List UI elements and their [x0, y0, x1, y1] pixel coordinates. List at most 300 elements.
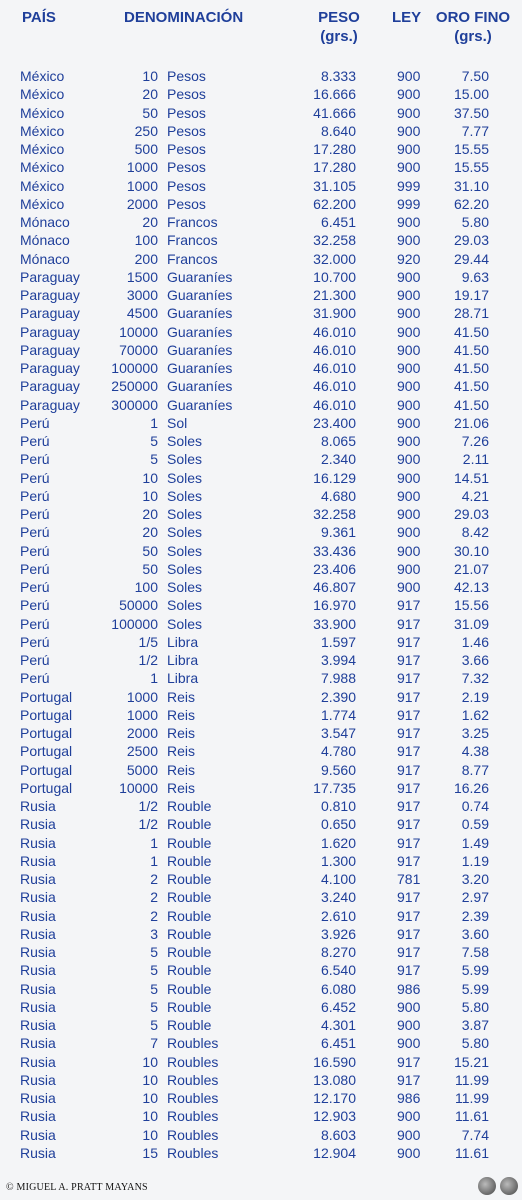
cell-denominacion-unit: Pesos — [167, 195, 206, 212]
cell-denominacion-unit: Soles — [167, 615, 203, 632]
cell-pais: México — [20, 195, 65, 212]
cell-ley: 900 — [397, 414, 421, 431]
cell-oro-fino: 41.50 — [453, 396, 489, 413]
cell-pais: México — [20, 122, 65, 139]
cell-pais: Rusia — [20, 1090, 56, 1106]
cell-oro-fino: 2.97 — [461, 889, 489, 906]
cell-peso: 16.666 — [313, 86, 356, 103]
cell-denominacion-unit: Pesos — [167, 86, 206, 103]
cell-peso: 3.994 — [320, 652, 356, 668]
cell-ley: 900 — [397, 305, 421, 322]
cell-denominacion-unit: Roubles — [167, 1126, 219, 1143]
header-peso-label: PESO — [318, 9, 360, 26]
cell-ley: 917 — [397, 834, 421, 851]
cell-ley: 900 — [397, 378, 421, 395]
table-row — [0, 505, 522, 523]
cell-denominacion-value: 50 — [142, 560, 158, 577]
cell-peso: 46.010 — [313, 378, 356, 395]
cell-ley: 900 — [397, 542, 421, 559]
cell-oro-fino: 7.58 — [461, 944, 489, 960]
table-row — [0, 359, 522, 377]
table-row — [0, 1016, 522, 1034]
table-row — [0, 1089, 522, 1107]
cell-denominacion-value: 1000 — [126, 159, 158, 176]
cell-pais: Perú — [20, 633, 50, 650]
cell-oro-fino: 31.10 — [453, 177, 489, 194]
cell-oro-fino: 28.71 — [453, 305, 489, 322]
cell-peso: 23.400 — [313, 414, 356, 431]
cell-oro-fino: 8.77 — [461, 761, 489, 778]
cell-peso: 16.129 — [313, 469, 356, 486]
cell-peso: 41.666 — [313, 104, 356, 121]
cell-oro-fino: 15.55 — [453, 159, 489, 176]
cell-oro-fino: 41.50 — [453, 341, 489, 358]
table-row — [0, 67, 522, 85]
cell-denominacion-value: 250000 — [111, 378, 158, 395]
cell-ley: 900 — [397, 1035, 421, 1052]
cell-denominacion-unit: Francos — [167, 232, 218, 249]
cell-oro-fino: 29.03 — [453, 506, 489, 522]
table-row — [0, 852, 522, 870]
cell-peso: 3.240 — [320, 889, 356, 906]
cell-peso: 4.100 — [320, 871, 356, 887]
table-row — [0, 1126, 522, 1144]
cell-ley: 900 — [397, 469, 421, 486]
cell-ley: 917 — [397, 779, 421, 796]
cell-denominacion-unit: Guaraníes — [167, 360, 233, 376]
cell-denominacion-value: 100000 — [111, 360, 158, 376]
cell-denominacion-unit: Pesos — [167, 104, 206, 121]
cell-denominacion-unit: Pesos — [167, 159, 206, 176]
cell-oro-fino: 9.63 — [461, 268, 489, 285]
cell-denominacion-unit: Pesos — [167, 122, 206, 139]
cell-denominacion-value: 5 — [150, 433, 158, 449]
cell-denominacion-unit: Soles — [167, 506, 203, 522]
cell-pais: Portugal — [20, 706, 73, 723]
cell-ley: 986 — [397, 1090, 421, 1106]
cell-denominacion-unit: Francos — [167, 214, 218, 230]
cell-denominacion-value: 500 — [134, 141, 158, 157]
cell-denominacion-value: 2 — [150, 889, 158, 906]
cell-denominacion-unit: Soles — [167, 560, 203, 577]
cell-ley: 900 — [397, 487, 421, 504]
cell-ley: 900 — [397, 560, 421, 577]
table-row — [0, 432, 522, 450]
cell-ley: 900 — [397, 1144, 421, 1161]
cell-denominacion-value: 70000 — [119, 341, 158, 358]
table-row — [0, 888, 522, 906]
cell-pais: Rusia — [20, 1144, 56, 1161]
cell-ley: 917 — [397, 1071, 421, 1088]
cell-denominacion-unit: Libra — [167, 670, 199, 687]
cell-pais: Rusia — [20, 1053, 56, 1070]
cell-denominacion-value: 1500 — [126, 268, 158, 285]
cell-pais: Paraguay — [20, 378, 80, 395]
cell-peso: 8.065 — [320, 433, 356, 449]
cell-ley: 900 — [397, 1108, 421, 1125]
table-row — [0, 742, 522, 760]
cell-ley: 900 — [397, 214, 421, 230]
cell-pais: Portugal — [20, 688, 73, 705]
cell-oro-fino: 5.80 — [461, 998, 489, 1015]
header-ley: LEY — [392, 9, 422, 26]
cell-ley: 917 — [397, 925, 421, 942]
cell-oro-fino: 15.55 — [453, 141, 489, 157]
cell-ley: 900 — [397, 287, 421, 303]
cell-denominacion-value: 300000 — [111, 396, 158, 413]
cell-ley: 900 — [397, 68, 421, 84]
cell-peso: 46.010 — [313, 360, 356, 376]
header-peso-unit: (grs.) — [320, 28, 358, 45]
cell-denominacion-unit: Roubles — [167, 1071, 219, 1088]
table-row — [0, 523, 522, 541]
cell-oro-fino: 1.49 — [461, 834, 489, 851]
cell-peso: 3.547 — [320, 725, 356, 741]
cell-ley: 900 — [397, 524, 421, 541]
cell-ley: 917 — [397, 889, 421, 906]
cell-ley: 900 — [397, 86, 421, 103]
table-row — [0, 870, 522, 888]
table-row — [0, 1053, 522, 1071]
cell-denominacion-unit: Rouble — [167, 816, 212, 833]
table-row — [0, 907, 522, 925]
cell-oro-fino: 11.99 — [455, 1090, 489, 1106]
cell-oro-fino: 0.59 — [461, 816, 489, 833]
cell-ley: 917 — [397, 944, 421, 960]
cell-peso: 9.560 — [320, 761, 356, 778]
cell-ley: 900 — [397, 433, 421, 449]
cell-pais: Portugal — [20, 761, 73, 778]
header-oro-fino — [434, 8, 512, 46]
cell-denominacion-value: 10 — [142, 487, 158, 504]
cell-ley: 900 — [397, 341, 421, 358]
cell-oro-fino: 15.00 — [453, 86, 489, 103]
cell-denominacion-value: 7 — [150, 1035, 158, 1052]
cell-ley: 900 — [397, 122, 421, 139]
cell-denominacion-value: 1 — [150, 670, 158, 687]
table-row — [0, 140, 522, 158]
cell-denominacion-unit: Soles — [167, 469, 203, 486]
cell-pais: Perú — [20, 451, 50, 468]
cell-pais: Rusia — [20, 798, 56, 814]
cell-pais: Rusia — [20, 998, 56, 1015]
cell-ley: 917 — [397, 706, 421, 723]
coin-logo-icon — [478, 1177, 496, 1195]
cell-ley: 917 — [397, 907, 421, 924]
table-row — [0, 1107, 522, 1125]
cell-oro-fino: 3.87 — [461, 1017, 489, 1033]
cell-oro-fino: 3.66 — [461, 652, 489, 668]
cell-denominacion-value: 1 — [150, 852, 158, 869]
cell-peso: 46.807 — [313, 579, 356, 595]
cell-pais: Rusia — [20, 852, 56, 869]
cell-denominacion-unit: Guaraníes — [167, 396, 233, 413]
cell-denominacion-value: 5 — [150, 998, 158, 1015]
table-row — [0, 377, 522, 395]
cell-pais: Perú — [20, 597, 50, 614]
cell-denominacion-value: 100000 — [111, 615, 158, 632]
table-row — [0, 998, 522, 1016]
table-row — [0, 633, 522, 651]
cell-peso: 6.451 — [320, 1035, 356, 1052]
cell-oro-fino: 5.80 — [461, 214, 489, 230]
cell-denominacion-value: 3 — [150, 925, 158, 942]
cell-pais: Rusia — [20, 907, 56, 924]
cell-denominacion-unit: Soles — [167, 579, 203, 595]
cell-pais: Perú — [20, 542, 50, 559]
cell-pais: Rusia — [20, 944, 56, 960]
cell-denominacion-value: 10000 — [119, 779, 158, 796]
cell-denominacion-unit: Roubles — [167, 1144, 219, 1161]
cell-oro-fino: 5.99 — [461, 962, 489, 979]
cell-oro-fino: 11.99 — [455, 1071, 489, 1088]
cell-oro-fino: 2.11 — [462, 451, 489, 468]
cell-pais: México — [20, 86, 65, 103]
cell-peso: 2.340 — [320, 451, 356, 468]
cell-denominacion-unit: Soles — [167, 597, 203, 614]
cell-denominacion-unit: Rouble — [167, 907, 212, 924]
cell-oro-fino: 14.51 — [453, 469, 489, 486]
cell-peso: 1.300 — [320, 852, 356, 869]
cell-oro-fino: 15.56 — [453, 597, 489, 614]
cell-denominacion-value: 1000 — [126, 706, 158, 723]
cell-denominacion-value: 1/2 — [138, 652, 158, 668]
cell-denominacion-value: 10 — [142, 1126, 158, 1143]
cell-denominacion-unit: Reis — [167, 779, 196, 796]
cell-peso: 4.680 — [320, 487, 356, 504]
cell-denominacion-unit: Reis — [167, 725, 196, 741]
table-row — [0, 85, 522, 103]
cell-denominacion-unit: Rouble — [167, 1017, 212, 1033]
cell-pais: Mónaco — [20, 250, 70, 267]
cell-denominacion-value: 200 — [134, 250, 158, 267]
cell-denominacion-unit: Soles — [167, 433, 203, 449]
table-row — [0, 1034, 522, 1052]
table-row — [0, 980, 522, 998]
cell-ley: 917 — [397, 652, 421, 668]
cell-pais: Rusia — [20, 1108, 56, 1125]
cell-oro-fino: 5.80 — [461, 1035, 489, 1052]
cell-ley: 920 — [397, 250, 421, 267]
cell-denominacion-value: 2 — [150, 907, 158, 924]
cell-pais: México — [20, 159, 65, 176]
cell-oro-fino: 11.61 — [455, 1108, 489, 1125]
table-row — [0, 688, 522, 706]
header-denominacion: DENOMINACIÓN — [124, 9, 244, 26]
cell-ley: 900 — [397, 998, 421, 1015]
cell-peso: 0.650 — [320, 816, 356, 833]
header-pais: PAÍS — [22, 9, 56, 26]
cell-oro-fino: 15.21 — [453, 1053, 489, 1070]
cell-denominacion-unit: Rouble — [167, 889, 212, 906]
table-row — [0, 815, 522, 833]
table-row — [0, 104, 522, 122]
cell-pais: Perú — [20, 579, 50, 595]
cell-denominacion-value: 2000 — [126, 725, 158, 741]
table-row — [0, 469, 522, 487]
table-row — [0, 961, 522, 979]
cell-pais: Rusia — [20, 1035, 56, 1052]
table-row — [0, 304, 522, 322]
cell-peso: 4.301 — [320, 1017, 356, 1033]
cell-denominacion-value: 10 — [142, 1053, 158, 1070]
cell-denominacion-value: 250 — [134, 122, 158, 139]
table-row — [0, 341, 522, 359]
cell-oro-fino: 8.42 — [461, 524, 489, 541]
cell-peso: 32.258 — [313, 506, 356, 522]
cell-pais: Mónaco — [20, 232, 70, 249]
cell-ley: 900 — [397, 323, 421, 340]
cell-oro-fino: 0.74 — [461, 798, 489, 814]
cell-oro-fino: 19.17 — [453, 287, 489, 303]
table-row — [0, 943, 522, 961]
cell-denominacion-value: 4500 — [126, 305, 158, 322]
cell-peso: 33.900 — [313, 615, 356, 632]
cell-denominacion-value: 1/5 — [138, 633, 158, 650]
cell-peso: 16.590 — [313, 1053, 356, 1070]
header-peso — [313, 8, 365, 46]
cell-pais: Paraguay — [20, 323, 80, 340]
cell-oro-fino: 4.38 — [461, 743, 489, 760]
cell-denominacion-unit: Pesos — [167, 177, 206, 194]
cell-pais: Perú — [20, 469, 50, 486]
cell-peso: 31.900 — [313, 305, 356, 322]
cell-denominacion-unit: Guaraníes — [167, 287, 233, 303]
cell-denominacion-unit: Guaraníes — [167, 305, 233, 322]
cell-denominacion-unit: Soles — [167, 542, 203, 559]
cell-pais: Paraguay — [20, 360, 80, 376]
cell-ley: 917 — [397, 597, 421, 614]
cell-denominacion-unit: Rouble — [167, 871, 212, 887]
cell-denominacion-value: 5000 — [126, 761, 158, 778]
cell-peso: 1.774 — [320, 706, 356, 723]
table-row — [0, 268, 522, 286]
cell-ley: 917 — [397, 761, 421, 778]
cell-denominacion-value: 2500 — [126, 743, 158, 760]
cell-denominacion-unit: Roubles — [167, 1035, 219, 1052]
cell-ley: 900 — [397, 1126, 421, 1143]
cell-ley: 917 — [397, 1053, 421, 1070]
cell-pais: Paraguay — [20, 396, 80, 413]
cell-peso: 46.010 — [313, 323, 356, 340]
cell-pais: Paraguay — [20, 287, 80, 303]
cell-oro-fino: 41.50 — [453, 360, 489, 376]
cell-ley: 917 — [397, 725, 421, 741]
table-row — [0, 669, 522, 687]
cell-ley: 900 — [397, 360, 421, 376]
cell-ley: 986 — [397, 980, 421, 997]
cell-pais: Paraguay — [20, 305, 80, 322]
cell-oro-fino: 30.10 — [453, 542, 489, 559]
cell-denominacion-value: 5 — [150, 944, 158, 960]
cell-pais: Rusia — [20, 834, 56, 851]
cell-peso: 4.780 — [320, 743, 356, 760]
table-row — [0, 1144, 522, 1162]
cell-peso: 12.170 — [313, 1090, 356, 1106]
cell-oro-fino: 3.60 — [461, 925, 489, 942]
cell-ley: 900 — [397, 396, 421, 413]
cell-denominacion-value: 20 — [142, 506, 158, 522]
cell-denominacion-value: 100 — [134, 232, 158, 249]
cell-pais: Rusia — [20, 962, 56, 979]
cell-oro-fino: 3.20 — [461, 871, 489, 887]
cell-pais: Paraguay — [20, 268, 80, 285]
cell-pais: Rusia — [20, 889, 56, 906]
table-row — [0, 250, 522, 268]
cell-pais: Perú — [20, 524, 50, 541]
cell-oro-fino: 29.44 — [453, 250, 489, 267]
cell-pais: Portugal — [20, 725, 73, 741]
cell-peso: 33.436 — [313, 542, 356, 559]
cell-denominacion-value: 50000 — [119, 597, 158, 614]
cell-denominacion-value: 50 — [142, 104, 158, 121]
cell-oro-fino: 41.50 — [453, 378, 489, 395]
cell-peso: 17.735 — [313, 779, 356, 796]
cell-peso: 2.390 — [320, 688, 356, 705]
table-row — [0, 177, 522, 195]
cell-denominacion-value: 10 — [142, 68, 158, 84]
cell-denominacion-value: 3000 — [126, 287, 158, 303]
cell-denominacion-unit: Roubles — [167, 1108, 219, 1125]
cell-ley: 917 — [397, 852, 421, 869]
cell-pais: Perú — [20, 670, 50, 687]
cell-denominacion-value: 20 — [142, 86, 158, 103]
cell-oro-fino: 2.39 — [461, 907, 489, 924]
cell-peso: 6.451 — [320, 214, 356, 230]
cell-ley: 900 — [397, 268, 421, 285]
table-row — [0, 542, 522, 560]
cell-peso: 32.258 — [313, 232, 356, 249]
cell-pais: Rusia — [20, 980, 56, 997]
cell-peso: 6.452 — [320, 998, 356, 1015]
cell-oro-fino: 5.99 — [461, 980, 489, 997]
cell-denominacion-unit: Soles — [167, 451, 203, 468]
cell-ley: 917 — [397, 962, 421, 979]
cell-ley: 917 — [397, 798, 421, 814]
cell-pais: Perú — [20, 615, 50, 632]
cell-pais: Portugal — [20, 743, 73, 760]
cell-pais: Paraguay — [20, 341, 80, 358]
cell-peso: 17.280 — [313, 159, 356, 176]
cell-pais: Perú — [20, 506, 50, 522]
table-row — [0, 286, 522, 304]
cell-peso: 7.988 — [320, 670, 356, 687]
cell-denominacion-unit: Soles — [167, 487, 203, 504]
cell-oro-fino: 31.09 — [453, 615, 489, 632]
cell-peso: 6.080 — [320, 980, 356, 997]
cell-peso: 31.105 — [313, 177, 356, 194]
coin-logo-icon — [500, 1177, 518, 1195]
cell-denominacion-unit: Sol — [167, 414, 188, 431]
cell-ley: 917 — [397, 816, 421, 833]
cell-oro-fino: 42.13 — [453, 579, 489, 595]
cell-denominacion-unit: Guaraníes — [167, 341, 233, 358]
cell-oro-fino: 1.62 — [461, 706, 489, 723]
cell-denominacion-value: 20 — [142, 214, 158, 230]
cell-peso: 1.620 — [320, 834, 356, 851]
cell-denominacion-unit: Rouble — [167, 962, 212, 979]
table-row — [0, 487, 522, 505]
cell-ley: 917 — [397, 633, 421, 650]
cell-denominacion-value: 10 — [142, 1090, 158, 1106]
cell-peso: 23.406 — [313, 560, 356, 577]
cell-denominacion-value: 20 — [142, 524, 158, 541]
cell-pais: Rusia — [20, 1071, 56, 1088]
cell-oro-fino: 3.25 — [461, 725, 489, 741]
table-row — [0, 450, 522, 468]
cell-denominacion-unit: Roubles — [167, 1090, 219, 1106]
cell-oro-fino: 21.06 — [453, 414, 489, 431]
